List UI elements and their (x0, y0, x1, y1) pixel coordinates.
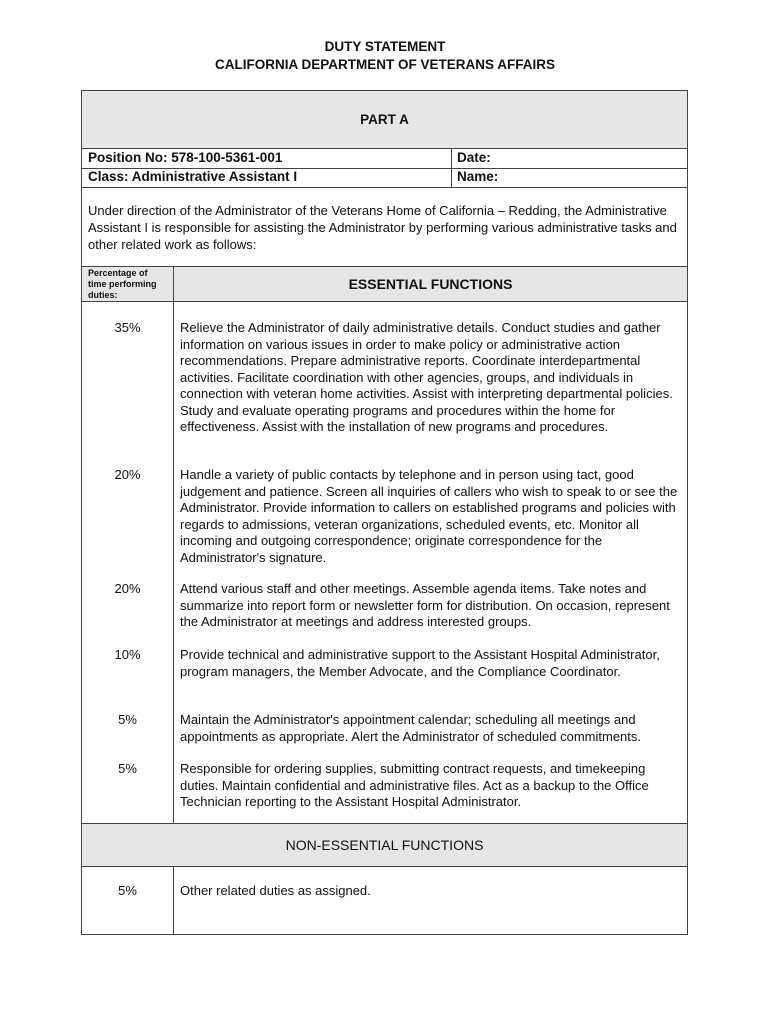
document-title (0, 38, 770, 74)
duty-percentage: 5% (118, 761, 137, 776)
essential-functions-title: ESSENTIAL FUNCTIONS (348, 276, 513, 292)
position-number: Position No: 578-100-5361-001 (88, 150, 283, 165)
date-label: Date: (457, 150, 491, 165)
duty-statement-table (81, 90, 688, 935)
duty-percentage: 20% (114, 581, 141, 596)
duty-percentage: 10% (114, 647, 141, 662)
title-line-1: DUTY STATEMENT (324, 39, 446, 54)
title-line-2: CALIFORNIA DEPARTMENT OF VETERANS AFFAIRS (215, 57, 555, 72)
duty-description: Responsible for ordering supplies, submitting contract requests, and timekeeping duties. Maintain confidential and administrative files. Act as a backup to the Office Technician reporting to the Assistant Hospital Administrator. (180, 761, 649, 809)
percentage-column-header: Percentage of time performing duties: (88, 268, 157, 300)
name-label: Name: (457, 169, 499, 184)
duty-description: Provide technical and administrative support to the Assistant Hospital Administrator, program managers, the Member Advocate, and the Compliance Coordinator. (180, 647, 660, 679)
duty-percentage: 5% (118, 883, 137, 898)
duty-description: Other related duties as assigned. (180, 883, 371, 898)
class-row (82, 168, 687, 188)
duty-description: Handle a variety of public contacts by telephone and in person using tact, good judgement and patience. Screen all inquiries of callers who wish to speak to or see the Administrator. Provide information to callers on established programs and policies with regards to admissions, veteran organizations, scheduled events, etc. Monitor all incoming and outgoing correspondence; originate correspondence for the Administrator's signature. (180, 467, 678, 565)
position-divider (451, 149, 452, 187)
duty-description: Relieve the Administrator of daily administrative details. Conduct studies and gather information on various issues in order to make policy or administrative action recommendations. Prepare administrative reports. Coordinate interdepartmental activities. Facilitate coordination with other agencies, groups, and individuals in connection with veteran home activities. Assist with interpreting departmental policies. Study and evaluate operating programs and procedures within the home for effectiveness. Assist with the installation of new programs and procedures. (180, 320, 673, 434)
duty-percentage: 35% (114, 320, 141, 335)
duty-description: Maintain the Administrator's appointment calendar; scheduling all meetings and appointments as appropriate. Alert the Administrator of scheduled commitments. (180, 712, 642, 744)
duty-percentage: 20% (114, 467, 141, 482)
non-essential-functions-header: NON-ESSENTIAL FUNCTIONS (82, 823, 687, 867)
part-a-heading: PART A (82, 91, 687, 149)
duty-description: Attend various staff and other meetings. Assemble agenda items. Take notes and summarize into report form or newsletter form for distribution. On occasion, represent the Administrator at meetings and address interested groups. (180, 581, 670, 629)
class-title: Class: Administrative Assistant I (88, 169, 298, 184)
duty-percentage: 5% (118, 712, 137, 727)
intro-paragraph: Under direction of the Administrator of the Veterans Home of California – Redding, the Administrative Assistant I is responsible for assisting the Administrator by performing various administrative tasks and other related work as follows: (88, 203, 677, 252)
position-row (82, 149, 687, 169)
